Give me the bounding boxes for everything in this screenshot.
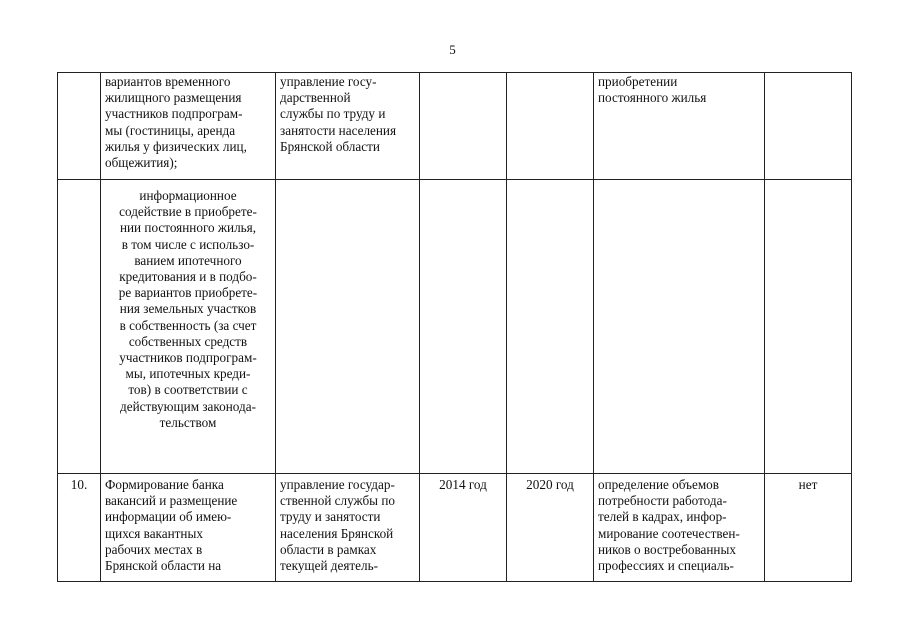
- activity-cell: вариантов временного жилищного размещения участников подпрограм- мы (гостиницы, аренда жилья у физических лиц, общежития);: [101, 73, 276, 180]
- table-row: [58, 180, 852, 474]
- result-cell: определение объемов потребности работода- телей в кадрах, инфор- мирование соотечествен- ников о востребованных профессиях и специаль-: [594, 474, 765, 582]
- other-cell: [765, 180, 852, 474]
- program-table: [57, 72, 852, 582]
- start-year-cell: [420, 73, 507, 180]
- executor-cell: [276, 180, 420, 474]
- activity-cell: Формирование банка вакансий и размещение информации об имею- щихся вакантных рабочих местах в Брянской области на: [101, 474, 276, 582]
- row-number-cell: 10.: [58, 474, 101, 582]
- row-number-cell: [58, 73, 101, 180]
- executor-cell: управление государ- ственной службы по труду и занятости населения Брянской области в рамках текущей деятель-: [276, 474, 420, 582]
- start-year-cell: [420, 180, 507, 474]
- end-year-cell: [507, 180, 594, 474]
- end-year-cell: [507, 73, 594, 180]
- other-cell: [765, 73, 852, 180]
- result-cell: приобретении постоянного жилья: [594, 73, 765, 180]
- table-row: [58, 474, 852, 582]
- other-cell: нет: [765, 474, 852, 582]
- start-year-cell: 2014 год: [420, 474, 507, 582]
- end-year-cell: 2020 год: [507, 474, 594, 582]
- table-row: [58, 73, 852, 180]
- activity-cell: информационное содействие в приобрете- нии постоянного жилья, в том числе с использо- ванием ипотечного кредитования и в подбо- ре вариантов приобрете- ния земельных участков в собственность (за счет собственных средств участников подпрограм- мы, ипотечных креди- тов) в соответствии с действующим законода- тельством: [101, 180, 276, 474]
- result-cell: [594, 180, 765, 474]
- row-number-cell: [58, 180, 101, 474]
- executor-cell: управление госу- дарственной службы по труду и занятости населения Брянской области: [276, 73, 420, 180]
- page-number: 5: [449, 42, 456, 57]
